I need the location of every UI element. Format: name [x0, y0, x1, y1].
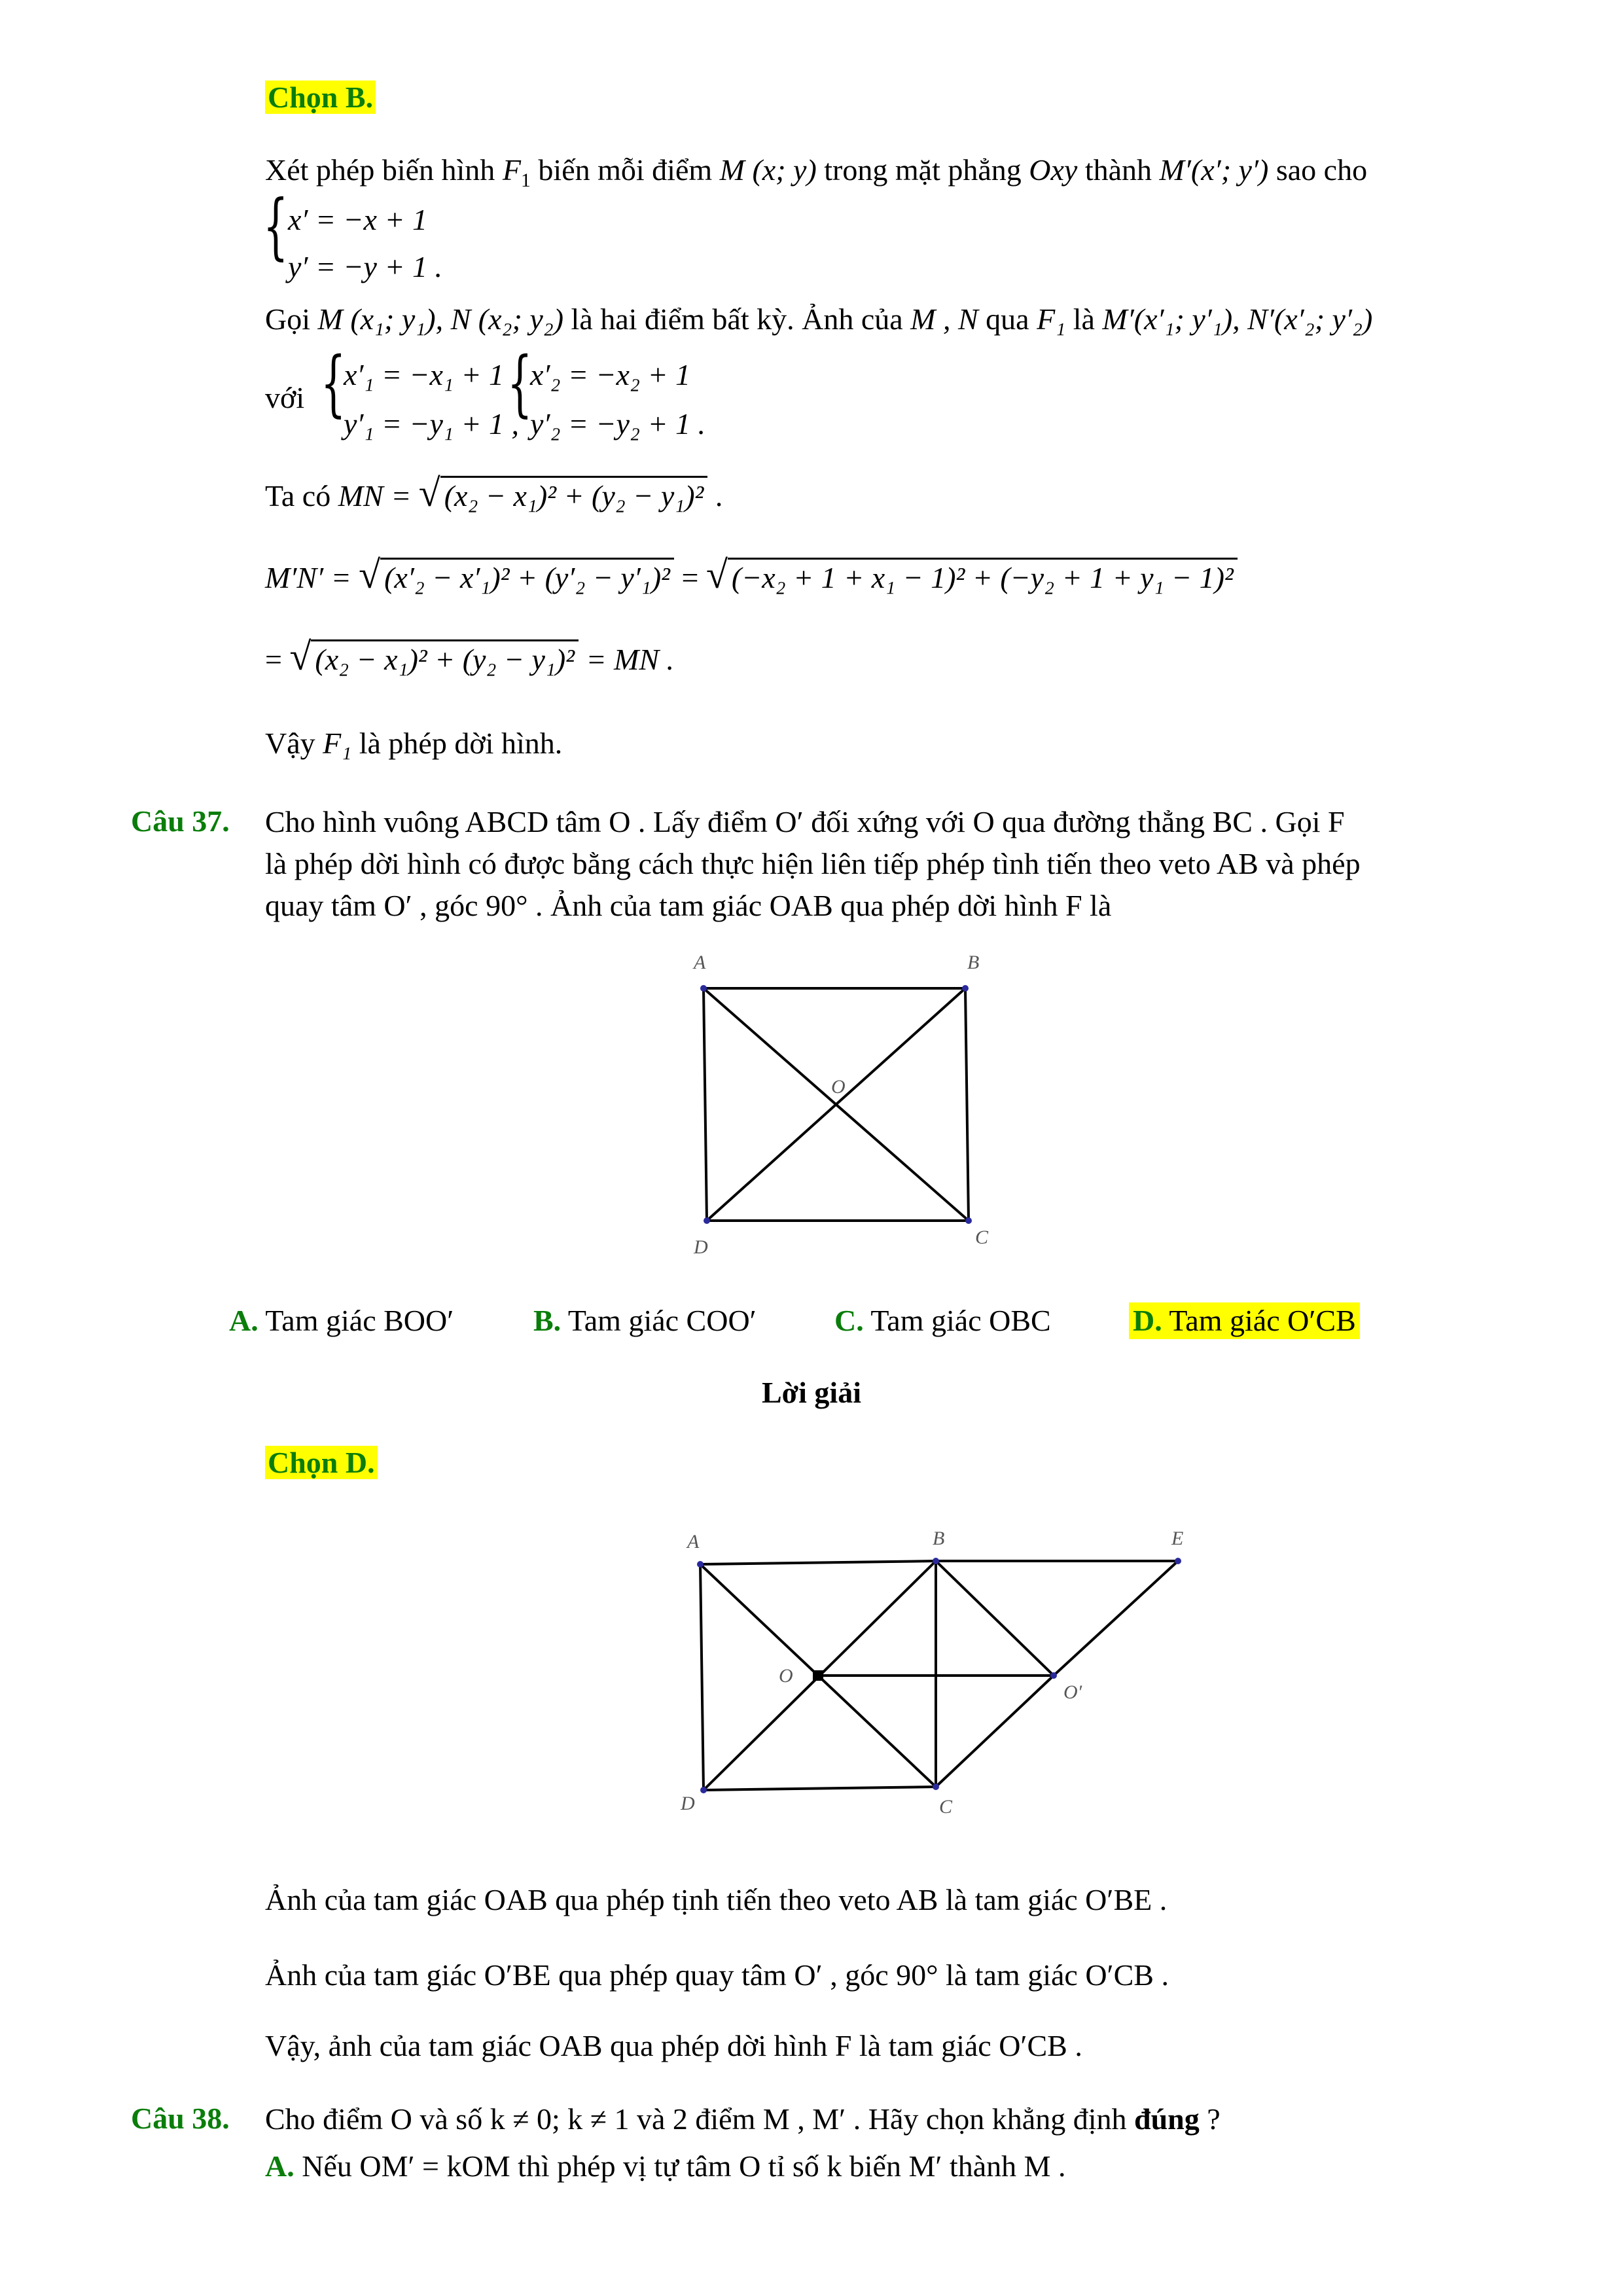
question-38-line1: Cho điểm O và số k ≠ 0; k ≠ 1 và 2 điểm M , M′ . Hãy chọn khẳng định đúng ?: [265, 2102, 1221, 2136]
answer-choice-d: Chọn D.: [265, 1445, 378, 1480]
question-37-line3: quay tâm O′ , góc 90° . Ảnh của tam giác OAB qua phép dời hình F là: [265, 889, 1112, 922]
option-37-a: A. Tam giác BOO′: [229, 1304, 454, 1337]
solution-figure: [661, 1525, 1237, 1826]
square-figure: [674, 949, 1001, 1257]
distance-mn-line: Ta có MN = √ (x₂ − x₁)² + (y₂ − y₁)² .: [265, 471, 723, 514]
distance-mpnp-line: M′N′ = √ (x′₂ − x′₁)² + (y′₂ − y′₁)² = √ (−x₂ + 1 + x₁ − 1)² + (−y₂ + 1 + y₁ − 1)²: [265, 556, 1238, 596]
label-c: C: [939, 1796, 953, 1818]
solution-line1: Ảnh của tam giác OAB qua phép tịnh tiến theo veto AB là tam giác O′BE .: [265, 1883, 1168, 1916]
label-c: C: [975, 1227, 989, 1248]
label-b: B: [967, 952, 980, 973]
system2-eq1: x′₂ = −x₂ + 1: [530, 358, 691, 391]
label-d: D: [694, 1236, 708, 1257]
label-e: E: [1171, 1528, 1184, 1549]
label-d: D: [681, 1793, 695, 1814]
solution-heading: Lời giải: [762, 1376, 861, 1409]
label-b: B: [933, 1528, 945, 1549]
question-38-label: Câu 38.: [131, 2102, 230, 2135]
system-eq-y: y′ = −y + 1 .: [288, 250, 443, 283]
system2-eq2: y′₂ = −y₂ + 1 .: [530, 407, 706, 440]
option-37-c: C. Tam giác OBC: [834, 1304, 1051, 1337]
distance-equality-line: = √ (x₂ − x₁)² + (y₂ − y₁)² = MN .: [265, 635, 675, 678]
label-a: A: [687, 1531, 700, 1552]
option-37-d: D. Tam giác O′CB: [1129, 1302, 1360, 1339]
system1-eq1: x′₁ = −x₁ + 1: [344, 358, 505, 391]
label-o-prime: O′: [1063, 1681, 1082, 1703]
label-a: A: [694, 952, 706, 973]
system-eq-x: x′ = −x + 1: [288, 203, 428, 236]
question-37-line2: là phép dời hình có được bằng cách thực hiện liên tiếp phép tình tiến theo veto AB và phép: [265, 847, 1361, 880]
points-definition-line: Gọi M (x₁; y₁), N (x₂; y₂) là hai điểm bất kỳ. Ảnh của M , N qua F₁ là M′(x′₁; y′₁), N′(x′₂; y′₂): [265, 302, 1373, 336]
system1-eq2: y′₁ = −y₁ + 1 ,: [344, 407, 520, 440]
system-brace: {: [507, 341, 533, 425]
question-37-line1: Cho hình vuông ABCD tâm O . Lấy điểm O′ đối xứng với O qua đường thẳng BC . Gọi F: [265, 805, 1345, 838]
option-38-a: A. Nếu OM′ = kOM thì phép vị tự tâm O tỉ số k biến M′ thành M .: [265, 2149, 1066, 2183]
label-o: O: [831, 1076, 846, 1098]
solution-line3: Vậy, ảnh của tam giác OAB qua phép dời hình F là tam giác O′CB .: [265, 2029, 1082, 2062]
transform-definition-line: Xét phép biến hình $F_1$ biến mỗi điểm M (x; y) trong mặt phẳng Oxy thành M′(x′; y′) sao cho: [265, 153, 1368, 191]
conclusion-line: Vậy F₁ là phép dời hình.: [265, 726, 563, 760]
answer-choice-b: Chọn B.: [265, 80, 376, 115]
label-o: O: [779, 1665, 793, 1687]
solution-line2: Ảnh của tam giác O′BE qua phép quay tâm O′ , góc 90° là tam giác O′CB .: [265, 1958, 1169, 1992]
system-brace: {: [263, 184, 289, 268]
question-37-label: Câu 37.: [131, 804, 230, 838]
voi-label: với: [265, 381, 305, 414]
system-brace: {: [321, 341, 346, 425]
option-37-b: B. Tam giác COO′: [533, 1304, 757, 1337]
